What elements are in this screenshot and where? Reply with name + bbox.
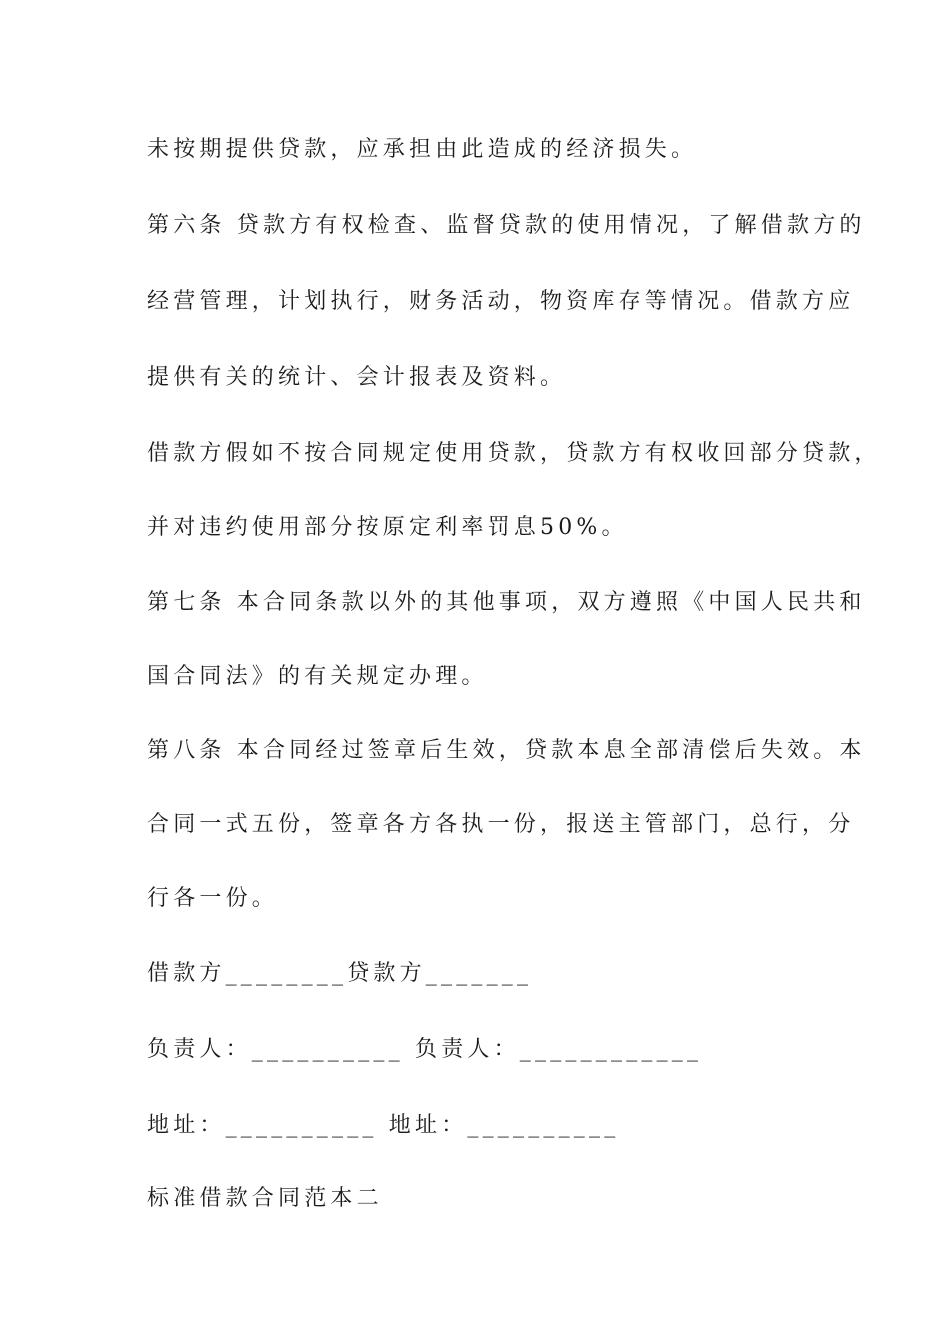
article-8-line-2: 合同一式五份，签章各方各执一份，报送主管部门，总行，分 xyxy=(147,812,855,837)
penalty-line-1: 借款方假如不按合同规定使用贷款，贷款方有权收回部分贷款， xyxy=(147,441,881,466)
article-8-line-1: 第八条 本合同经过签章后生效，贷款本息全部清偿后失效。本 xyxy=(147,738,866,763)
text-line-1: 未按期提供贷款，应承担由此造成的经济损失。 xyxy=(147,137,698,162)
article-6-line-1: 第六条 贷款方有权检查、监督贷款的使用情况，了解借款方的 xyxy=(147,213,866,238)
penalty-line-2: 并对违约使用部分按原定利率罚息50%。 xyxy=(147,515,628,540)
signature-responsible-line: 负责人：__________ 负责人：____________ xyxy=(147,1037,703,1062)
section-title: 标准借款合同范本二 xyxy=(147,1186,383,1211)
article-6-line-2: 经营管理，计划执行，财务活动，物资库存等情况。借款方应 xyxy=(147,289,855,314)
signature-parties-line: 借款方________贷款方_______ xyxy=(147,961,533,986)
article-8-line-3: 行各一份。 xyxy=(147,886,279,911)
article-7-line-1: 第七条 本合同条款以外的其他事项，双方遵照《中国人民共和 xyxy=(147,590,866,615)
article-7-line-2: 国合同法》的有关规定办理。 xyxy=(147,664,488,689)
signature-address-line: 地址：__________ 地址：__________ xyxy=(147,1113,620,1138)
article-6-line-3: 提供有关的统计、会计报表及资料。 xyxy=(147,365,567,390)
